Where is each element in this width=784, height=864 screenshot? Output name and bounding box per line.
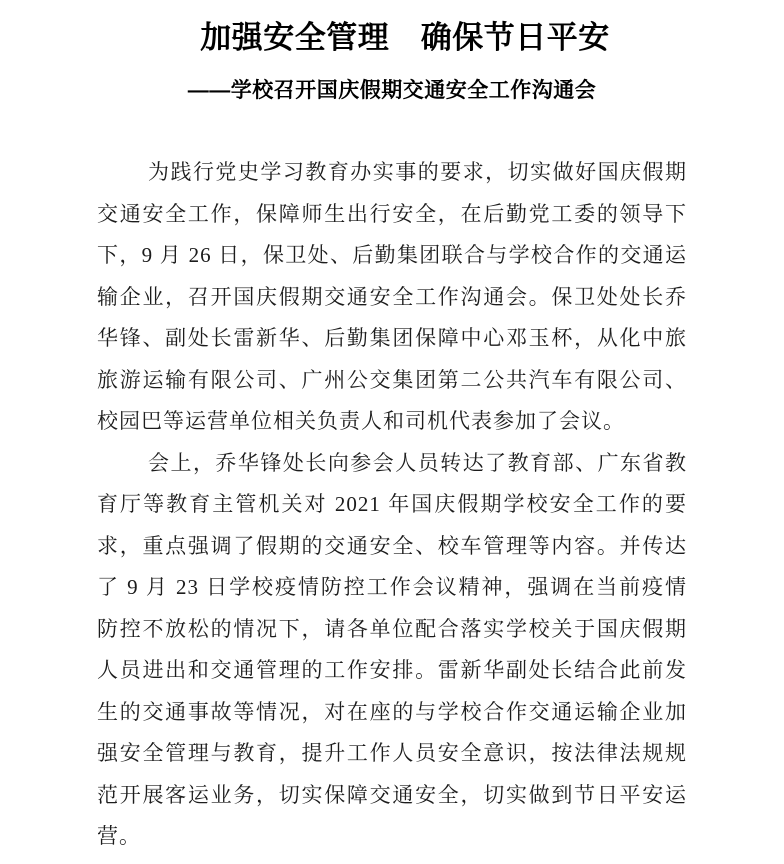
body-line: 输企业，召开国庆假期交通安全工作沟通会。保卫处处长乔: [97, 284, 687, 309]
body-line: 范开展客运业务，切实保障交通安全，切实做到节日平安运: [97, 782, 687, 807]
body-line: 为践行党史学习教育办实事的要求，切实做好国庆假期: [148, 160, 687, 184]
document-body: [0, 152, 784, 858]
body-line: 交通安全工作，保障师生出行安全，在后勤党工委的领导下: [97, 201, 687, 226]
body-line: 旅游运输有限公司、广州公交集团第二公共汽车有限公司、: [97, 367, 687, 392]
body-line: 了 9 月 23 日学校疫情防控工作会议精神，强调在当前疫情: [97, 575, 687, 599]
document-title: 加强安全管理 确保节日平安: [200, 20, 610, 55]
document-subtitle: ——学校召开国庆假期交通安全工作沟通会: [187, 79, 597, 102]
body-line: 华锋、副处长雷新华、后勤集团保障中心邓玉杯，从化中旅: [97, 326, 687, 350]
body-line: 强安全管理与教育，提升工作人员安全意识，按法律法规规: [97, 741, 687, 765]
body-line: 人员进出和交通管理的工作安排。雷新华副处长结合此前发: [97, 658, 687, 682]
body-line: 校园巴等运营单位相关负责人和司机代表参加了会议。: [97, 409, 625, 433]
body-line: 下，9 月 26 日，保卫处、后勤集团联合与学校合作的交通运: [97, 243, 687, 267]
body-line: 生的交通事故等情况，对在座的与学校合作交通运输企业加: [97, 699, 687, 724]
body-line: 会上，乔华锋处长向参会人员转达了教育部、广东省教: [148, 450, 687, 475]
body-line: 营。: [97, 824, 141, 848]
body-line: 防控不放松的情况下，请各单位配合落实学校关于国庆假期: [97, 616, 687, 641]
body-line: 育厅等教育主管机关对 2021 年国庆假期学校安全工作的要: [97, 492, 687, 516]
body-line: 求，重点强调了假期的交通安全、校车管理等内容。并传达: [97, 533, 687, 558]
